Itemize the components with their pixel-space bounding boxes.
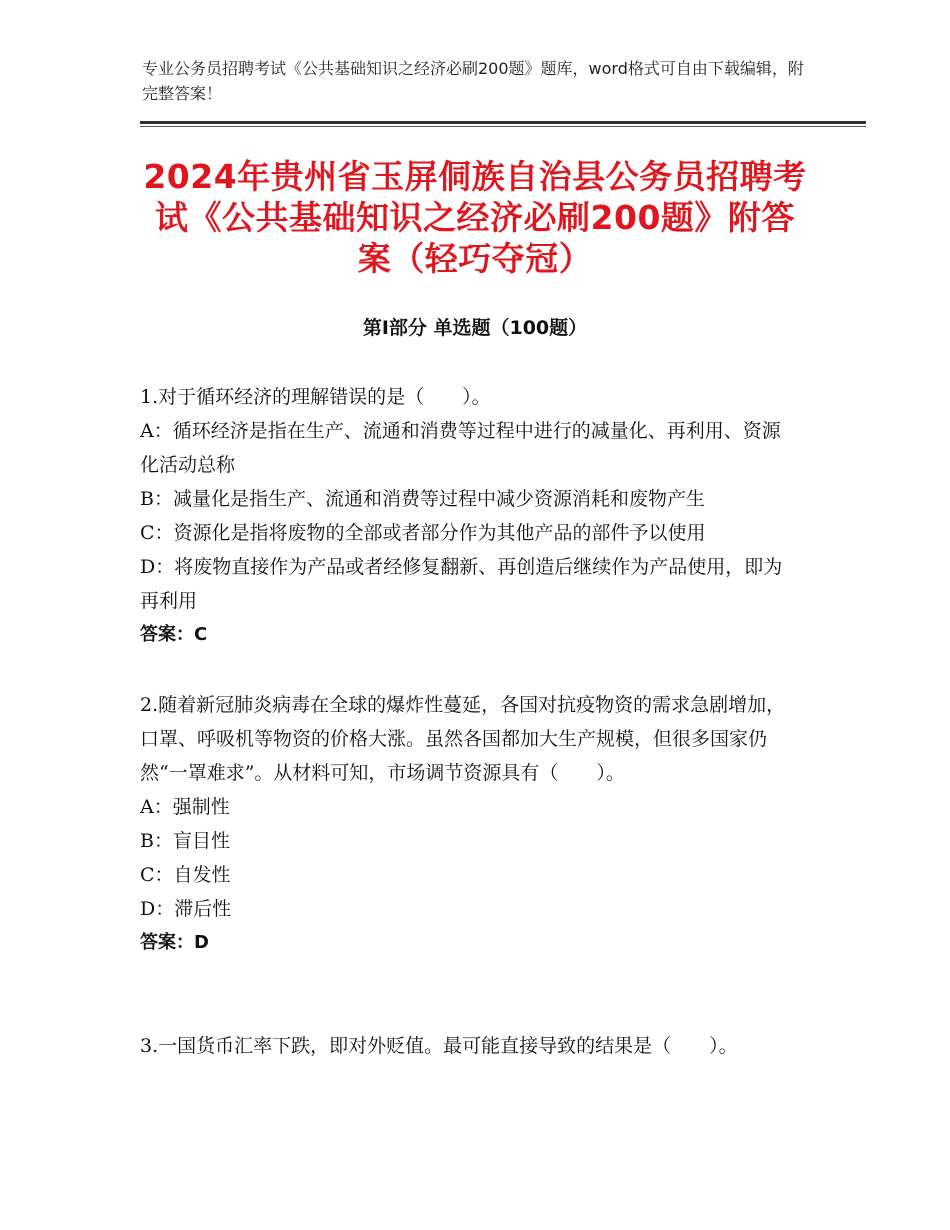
- option-c: C：自发性: [140, 864, 231, 886]
- header-note: 专业公务员招聘考试《公共基础知识之经济必刷200题》题库，word格式可自由下载编辑，附完整答案！: [142, 59, 804, 103]
- option-a: A：循环经济是指在生产、流通和消费等过程中进行的减量化、再利用、资源化活动总称: [140, 420, 781, 476]
- question-stem: 2.随着新冠肺炎病毒在全球的爆炸性蔓延，各国对抗疫物资的需求急剧增加，口罩、呼吸机等物资的价格大涨。虽然各国都加大生产规模，但很多国家仍然“一罩难求”。从材料可知，市场调节资源具有（ ）。: [140, 694, 786, 784]
- question-stem: 3.一国货币汇率下跌，即对外贬值。最可能直接导致的结果是（ ）。: [140, 1035, 738, 1057]
- option-b: B：盲目性: [140, 830, 230, 852]
- option-d: D：将废物直接作为产品或者经修复翻新、再创造后继续作为产品使用，即为再利用: [140, 556, 783, 612]
- document-title: 2024年贵州省玉屏侗族自治县公务员招聘考试《公共基础知识之经济必刷200题》附答案（轻巧夺冠）: [143, 157, 807, 278]
- question-stem: 1.对于循环经济的理解错误的是（ ）。: [140, 386, 491, 408]
- question-2: [140, 688, 795, 960]
- answer-label: 答案：C: [140, 624, 208, 645]
- section-heading: 第Ⅰ部分 单选题（100题）: [362, 317, 588, 339]
- option-a: A：强制性: [140, 796, 230, 818]
- answer-label: 答案：D: [140, 932, 209, 953]
- header-rule-thin: [140, 126, 866, 127]
- option-b: B：减量化是指生产、流通和消费等过程中减少资源消耗和废物产生: [140, 488, 705, 510]
- header-rule-thick: [140, 121, 866, 124]
- option-d: D：滞后性: [140, 898, 232, 920]
- option-c: C：资源化是指将废物的全部或者部分作为其他产品的部件予以使用: [140, 522, 706, 544]
- question-1: [140, 380, 795, 652]
- question-3: [140, 1029, 795, 1063]
